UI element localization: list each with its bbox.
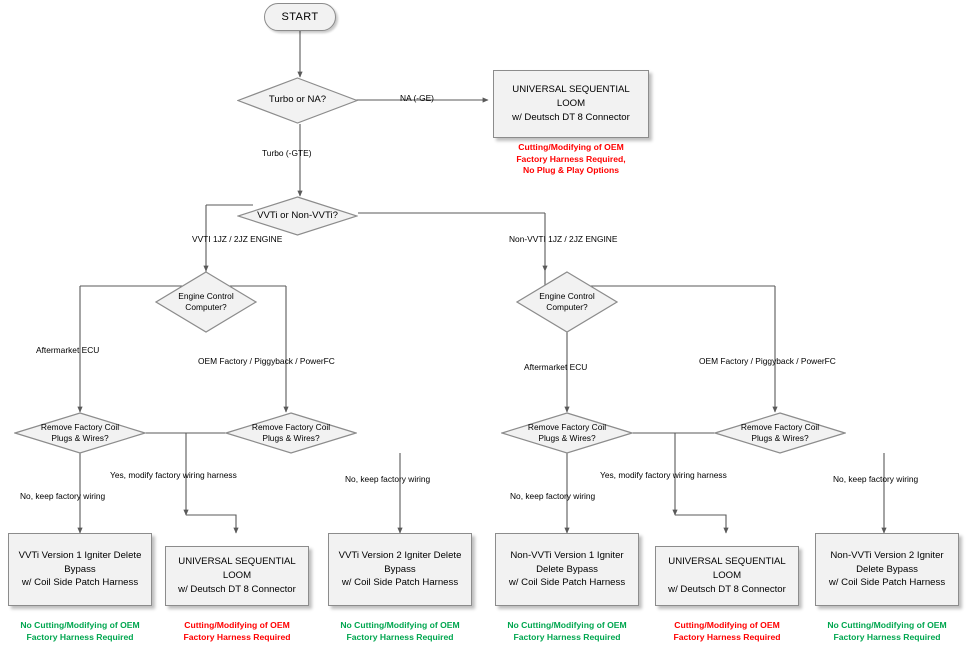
note-output-2-line1: Cutting/Modifying of OEM [184,620,290,630]
note-output-3-line2: Factory Harness Required [346,631,454,642]
decision-vvti-label: VVTi or Non-VVTi? [257,209,338,221]
box-output-3 [328,533,472,606]
box-output-1 [8,533,152,606]
edge-label-oem-right: OEM Factory / Piggyback / PowerFC [699,356,836,366]
note-output-2-line2: Factory Harness Required [183,631,291,642]
edge-label-aftermarket-ecu-left: Aftermarket ECU [36,345,100,355]
edge-label-oem-left: OEM Factory / Piggyback / PowerFC [198,356,335,366]
decision-ecu-vvti-label: Engine Control Computer? [178,290,234,312]
note-output-5-line1: Cutting/Modifying of OEM [674,620,780,630]
box-output-4-line3: w/ Coil Side Patch Harness [508,577,626,589]
decision-turbo-or-na [237,77,358,124]
box-output-2 [165,546,309,606]
box-output-5-line2: w/ Deutsch DT 8 Connector [668,583,786,595]
decision-coil-l1-label: Remove Factory Coil Plugs & Wires? [40,421,120,443]
note-na-line2: Factory Harness Required, [516,153,626,164]
box-na-line1: UNIVERSAL SEQUENTIAL LOOM [512,84,630,110]
box-output-3-line3: w/ Coil Side Patch Harness [341,577,459,589]
box-output-1-line2: Bypass [64,563,96,575]
edge-label-no-keep-l2: No, keep factory wiring [345,474,431,484]
box-output-6-line1: Non-VVTi Version 2 Igniter [830,549,944,561]
box-output-3-line1: VVTi Version 2 Igniter Delete [338,549,462,561]
note-output-2 [157,620,317,643]
decision-ecu-vvti [155,271,257,333]
box-output-1-line1: VVTi Version 1 Igniter Delete [18,549,142,561]
note-output-6-line1: No Cutting/Modifying of OEM [827,620,947,630]
note-output-1 [0,620,160,643]
box-output-6 [815,533,959,606]
diamond-shape [225,412,357,454]
decision-coil-vvti-aftermarket [14,412,146,454]
note-na-line3: No Plug & Play Options [523,165,619,176]
edge-label-turbo: Turbo (-GTE) [262,148,312,158]
start-terminator [264,3,336,31]
box-output-4 [495,533,639,606]
note-na-line1: Cutting/Modifying of OEM [518,142,624,152]
box-output-4-line2: Delete Bypass [536,563,598,575]
note-output-1-line2: Factory Harness Required [26,631,134,642]
diamond-shape [155,271,257,333]
box-output-3-line2: Bypass [384,563,416,575]
decision-turbo-or-na-label: Turbo or NA? [268,94,327,106]
note-output-4-line2: Factory Harness Required [513,631,621,642]
decision-coil-vvti-oem [225,412,357,454]
decision-coil-r2-label: Remove Factory Coil Plugs & Wires? [740,421,820,443]
box-output-2-line1: UNIVERSAL SEQUENTIAL LOOM [178,556,296,582]
edge-label-no-keep-r2: No, keep factory wiring [833,474,919,484]
diamond-shape [501,412,633,454]
note-output-3 [320,620,480,643]
note-output-4 [487,620,647,643]
note-output-1-line1: No Cutting/Modifying of OEM [20,620,140,630]
decision-coil-nonvvti-oem [714,412,846,454]
start-label: START [281,11,319,23]
edge-label-na: NA (-GE) [400,93,434,103]
box-na-universal-loom [493,70,649,138]
decision-coil-nonvvti-aftermarket [501,412,633,454]
edge-label-no-keep-r1: No, keep factory wiring [510,491,596,501]
decision-coil-r1-label: Remove Factory Coil Plugs & Wires? [527,421,607,443]
edge-label-yes-modify-left: Yes, modify factory wiring harness [110,470,237,480]
note-output-3-line1: No Cutting/Modifying of OEM [340,620,460,630]
note-output-5 [647,620,807,643]
edge-label-yes-modify-right: Yes, modify factory wiring harness [600,470,727,480]
box-output-5-line1: UNIVERSAL SEQUENTIAL LOOM [668,556,786,582]
box-output-1-line3: w/ Coil Side Patch Harness [21,577,139,589]
edge-label-aftermarket-ecu-right: Aftermarket ECU [524,362,588,372]
decision-coil-l2-label: Remove Factory Coil Plugs & Wires? [251,421,331,443]
box-output-4-line1: Non-VVTi Version 1 Igniter [510,549,624,561]
decision-ecu-nonvvti-label: Engine Control Computer? [539,290,595,312]
note-output-4-line1: No Cutting/Modifying of OEM [507,620,627,630]
box-na-line2: w/ Deutsch DT 8 Connector [512,111,630,123]
edge-label-nonvvti-engine: Non-VVTI 1JZ / 2JZ ENGINE [509,234,618,244]
box-output-6-line3: w/ Coil Side Patch Harness [828,577,946,589]
diamond-shape [516,271,618,333]
box-output-6-line2: Delete Bypass [856,563,918,575]
note-output-6 [807,620,967,643]
decision-ecu-nonvvti [516,271,618,333]
note-na-warning [493,142,649,177]
diamond-shape [14,412,146,454]
diamond-shape [237,77,358,124]
edge-label-vvti-engine: VVTI 1JZ / 2JZ ENGINE [192,234,283,244]
note-output-6-line2: Factory Harness Required [833,631,941,642]
diamond-shape [237,196,358,236]
edge-label-no-keep-l1: No, keep factory wiring [20,491,106,501]
diamond-shape [714,412,846,454]
box-output-5 [655,546,799,606]
note-output-5-line2: Factory Harness Required [673,631,781,642]
decision-vvti-or-nonvvti [237,196,358,236]
box-output-2-line2: w/ Deutsch DT 8 Connector [178,583,296,595]
